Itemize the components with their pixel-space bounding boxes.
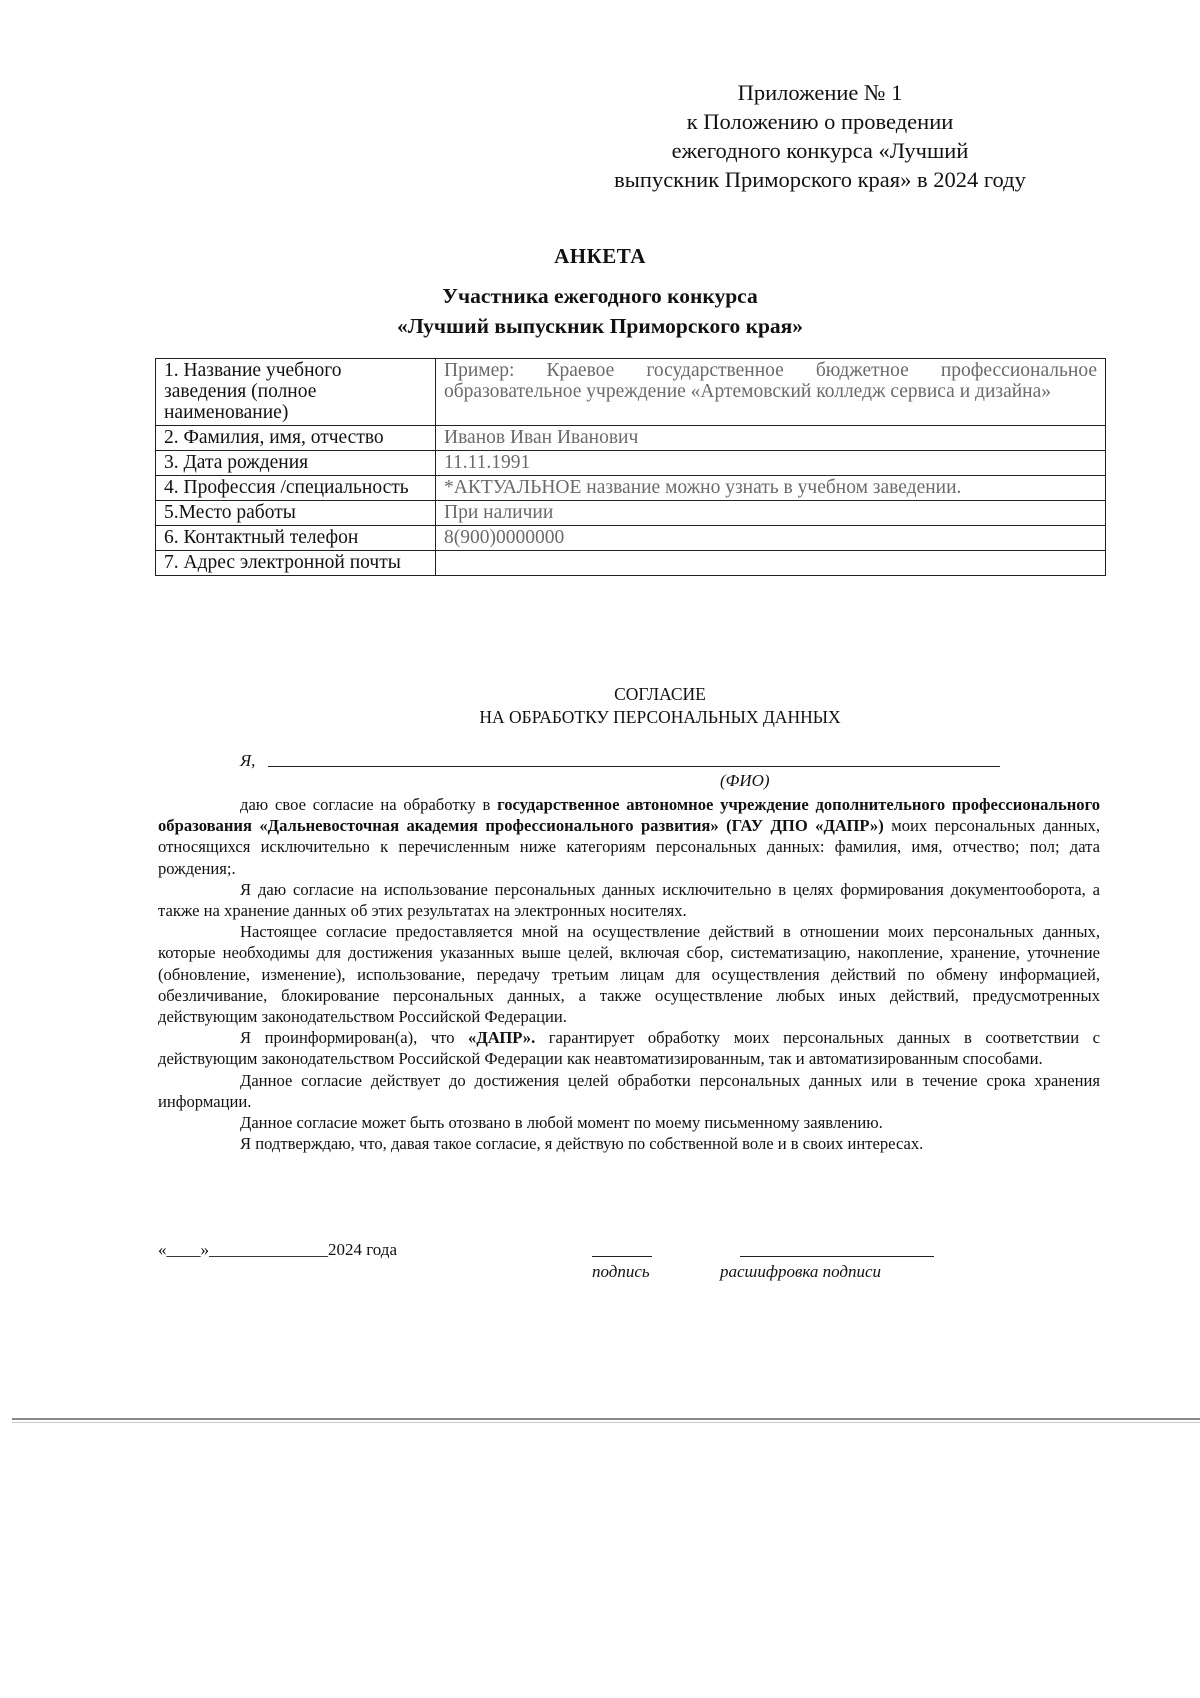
appendix-header — [560, 78, 1080, 194]
consent-paragraph-4 — [158, 1027, 1100, 1069]
row-value-workplace[interactable]: При наличии — [436, 501, 1106, 526]
table-row — [156, 426, 1106, 451]
page-bottom-border-shadow — [12, 1422, 1200, 1423]
row-label-phone: 6. Контактный телефон — [156, 526, 436, 551]
consent-paragraph-2: Я даю согласие на использование персональных данных исключительно в целях формирования документооборота, а также на хранение данных об этих результатах на электронных носителях. — [158, 879, 1100, 921]
appendix-line-2: к Положению о проведении — [686, 109, 954, 134]
consent-paragraph-5: Данное согласие действует до достижения целей обработки персональных данных или в течение срока хранения информации. — [158, 1070, 1100, 1111]
row-value-email[interactable] — [436, 551, 1106, 576]
consent-p1-start: даю свое согласие на обработку в — [240, 795, 498, 814]
questionnaire-table — [155, 358, 1106, 576]
row-label-workplace: 5.Место работы — [156, 501, 436, 526]
row-value-phone[interactable]: 8(900)0000000 — [436, 526, 1106, 551]
consent-title — [0, 683, 1200, 729]
table-row — [156, 451, 1106, 476]
fio-caption: (ФИО) — [720, 771, 770, 790]
consent-p1-end: моих персональных данных, относящихся исключительно к перечисленным ниже категориям персональных данных: фамилия, имя, отчество; пол; дата рождения;. — [158, 816, 1100, 878]
consent-title-line-1: СОГЛАСИЕ — [614, 684, 706, 704]
table-row — [156, 359, 1106, 426]
signature-decoding-caption: расшифровка подписи — [720, 1262, 882, 1281]
consent-body — [158, 794, 1100, 1154]
consent-p4-end: гарантирует обработку моих персональных данных в соответствии с действующим законодательством Российской Федерации как неавтоматизированным, так и автоматизированным способами. — [158, 1028, 1100, 1069]
table-row — [156, 476, 1106, 501]
appendix-line-3: ежегодного конкурса «Лучший — [671, 138, 969, 163]
form-subtitle — [0, 281, 1200, 341]
row-label-birth-date: 3. Дата рождения — [156, 451, 436, 476]
form-subtitle-line-1: Участника ежегодного конкурса — [442, 284, 758, 308]
page-bottom-border — [12, 1418, 1200, 1420]
row-value-birth-date[interactable]: 11.11.1991 — [436, 451, 1106, 476]
consent-paragraph-3: Настоящее согласие предоставляется мной на осуществление действий в отношении моих персональных данных, которые необходимы для достижения указанных выше целей, включая сбор, систематизацию, накопление, хранение, уточнение (обновление, изменение), использование, передачу третьим лицам для осуществления действий по обмену информацией, обезличивание, блокирование персональных данных, а также осуществление любых иных действий, предусмотренных действующим законодательством Российской Федерации. — [158, 922, 1100, 1027]
consent-p4-start: Я проинформирован(а), что — [240, 1028, 469, 1048]
consent-p4-organization: «ДАПР». — [468, 1028, 536, 1048]
row-label-email: 7. Адрес электронной почты — [156, 551, 436, 576]
consent-paragraph-6: Данное согласие может быть отозвано в любой момент по моему письменному заявлению. — [240, 1113, 883, 1133]
table-row — [156, 501, 1106, 526]
table-row — [156, 526, 1106, 551]
row-label-full-name: 2. Фамилия, имя, отчество — [156, 426, 436, 451]
consent-p1-organization: государственное автономное учреждение дополнительного профессионального образования «Дальневосточная академия профессионального развития» (ГАУ ДПО «ДАПР») — [158, 795, 1100, 836]
signature-date[interactable]: «____»______________2024 года — [158, 1240, 398, 1259]
row-label-institution: 1. Название учебного заведения (полное наименование) — [156, 359, 436, 426]
signature-caption: подпись — [592, 1262, 650, 1281]
appendix-line-1: Приложение № 1 — [737, 80, 903, 105]
consent-paragraph-7: Я подтверждаю, что, давая такое согласие, я действую по собственной воле и в своих интересах. — [240, 1134, 924, 1154]
consent-ya-label: Я, — [240, 751, 256, 770]
row-value-profession[interactable]: *АКТУАЛЬНОЕ название можно узнать в учебном заведении. — [436, 476, 1106, 501]
appendix-line-4: выпускник Приморского края» в 2024 году — [614, 167, 1026, 192]
fio-input-line[interactable] — [268, 766, 1000, 767]
form-subtitle-line-2: «Лучший выпускник Приморского края» — [396, 314, 804, 338]
consent-title-line-2: НА ОБРАБОТКУ ПЕРСОНАЛЬНЫХ ДАННЫХ — [479, 707, 841, 727]
row-value-institution[interactable]: Пример: Краевое государственное бюджетное профессиональное образовательное учреждение «Артемовский колледж сервиса и дизайна» — [436, 359, 1106, 426]
form-title: АНКЕТА — [554, 244, 646, 268]
row-label-profession: 4. Профессия /специальность — [156, 476, 436, 501]
consent-paragraph-1 — [158, 794, 1100, 879]
table-row — [156, 551, 1106, 576]
signature-line[interactable] — [592, 1256, 652, 1257]
row-value-full-name[interactable]: Иванов Иван Иванович — [436, 426, 1106, 451]
signature-decoding-line[interactable] — [740, 1256, 934, 1257]
